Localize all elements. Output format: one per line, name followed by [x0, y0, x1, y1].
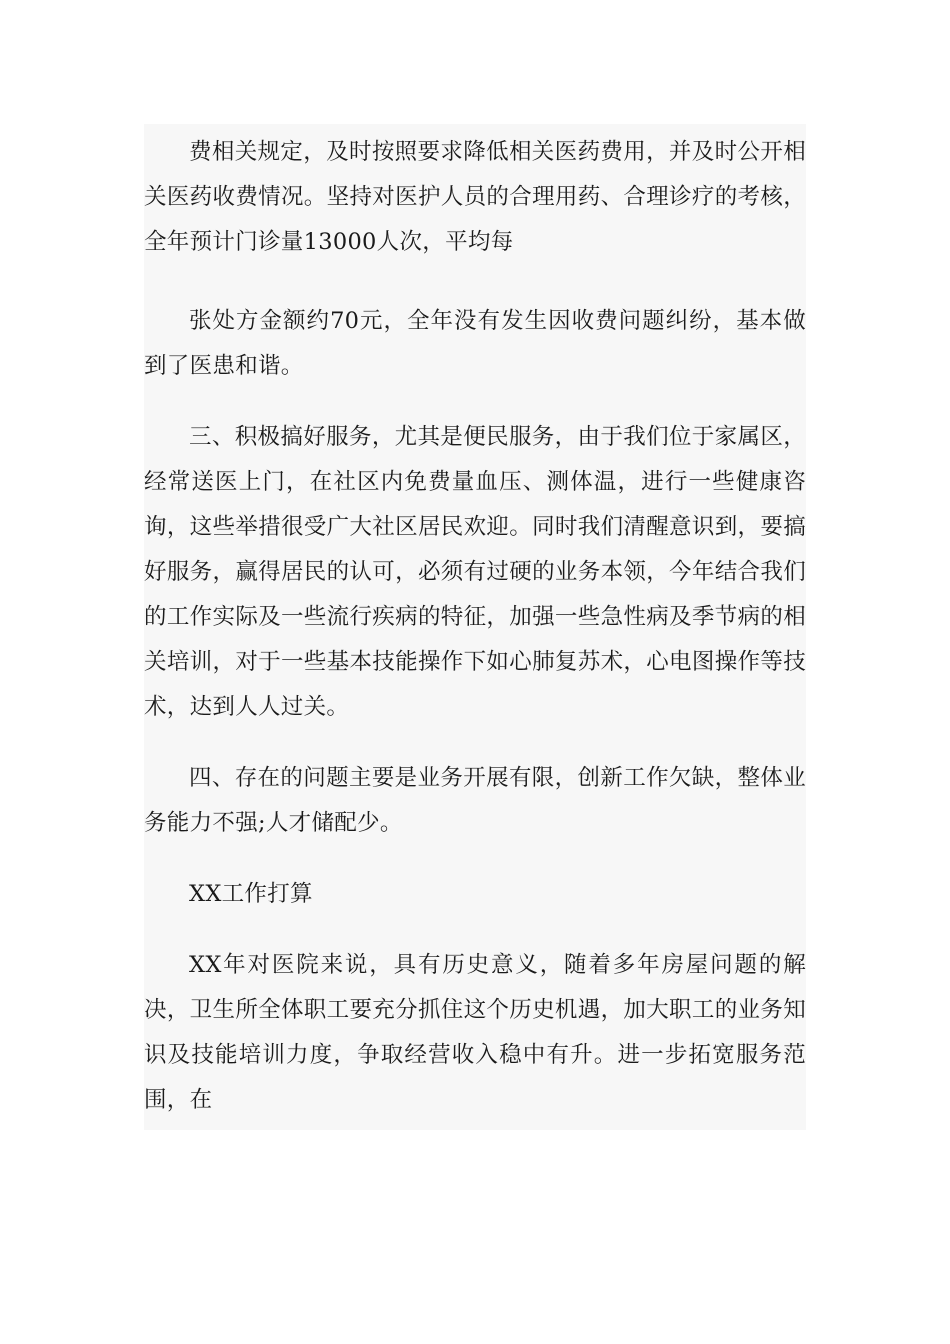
paragraph-fee-regulations: 费相关规定，及时按照要求降低相关医药费用，并及时公开相关医药收费情况。坚持对医护人员的合理用药、合理诊疗的考核，全年预计门诊量13000人次，平均每	[144, 139, 806, 255]
section-heading-work-plan: XX工作打算	[189, 881, 313, 907]
document-text-block	[144, 124, 806, 1130]
paragraph-problems: 四、存在的问题主要是业务开展有限，创新工作欠缺，整体业务能力不强;人才储配少。	[144, 765, 806, 836]
paragraph-service: 三、积极搞好服务，尤其是便民服务，由于我们位于家属区，经常送医上门，在社区内免费量血压、测体温，进行一些健康咨询，这些举措很受广大社区居民欢迎。同时我们清醒意识到，要搞好服务，赢得居民的认可，必须有过硬的业务本领，今年结合我们的工作实际及一些流行疾病的特征，加强一些急性病及季节病的相关培训，对于一些基本技能操作下如心肺复苏术，心电图操作等技术，达到人人过关。	[144, 424, 806, 720]
paragraph-work-plan: XX年对医院来说，具有历史意义，随着多年房屋问题的解决，卫生所全体职工要充分抓住这个历史机遇，加大职工的业务知识及技能培训力度，争取经营收入稳中有升。进一步拓宽服务范围，在	[144, 952, 806, 1113]
paragraph-prescription-amount: 张处方金额约70元，全年没有发生因收费问题纠纷，基本做到了医患和谐。	[144, 308, 806, 379]
